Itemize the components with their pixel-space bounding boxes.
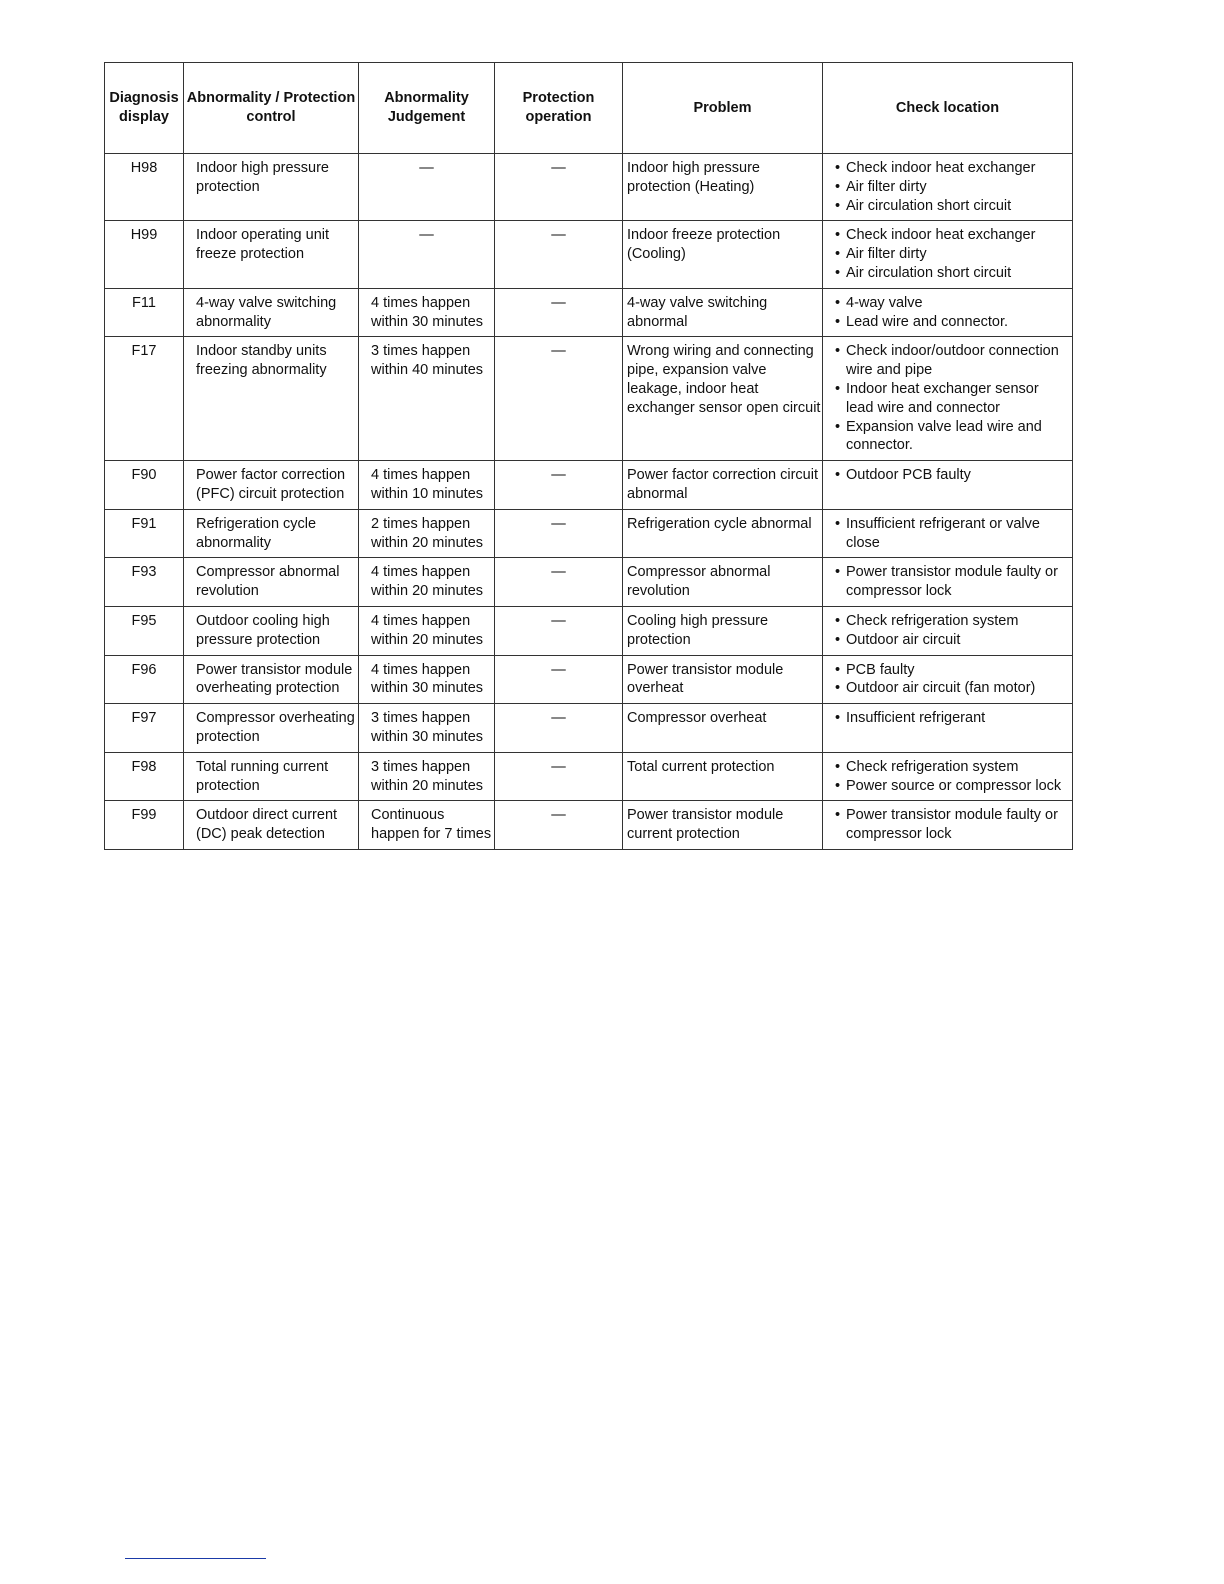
check-list bbox=[835, 661, 1070, 699]
table-row bbox=[105, 221, 1073, 288]
check-list bbox=[835, 709, 1070, 728]
problem: Refrigeration cycle abnormal bbox=[623, 509, 823, 558]
protection-operation: — bbox=[495, 752, 623, 801]
footer-rule bbox=[125, 1558, 266, 1559]
protection-control: Power factor correction (PFC) circuit protection bbox=[184, 461, 359, 510]
abnormality-judgement: — bbox=[359, 154, 495, 221]
protection-operation: — bbox=[495, 221, 623, 288]
table-row bbox=[105, 606, 1073, 655]
problem: Indoor high pressure protection (Heating) bbox=[623, 154, 823, 221]
table-row bbox=[105, 461, 1073, 510]
check-item: • Expansion valve lead wire and connector. bbox=[835, 418, 1070, 456]
abnormality-judgement: 3 times happen within 30 minutes bbox=[359, 704, 495, 753]
abnormality-judgement: 3 times happen within 40 minutes bbox=[359, 337, 495, 461]
check-location bbox=[823, 801, 1073, 850]
table-row bbox=[105, 558, 1073, 607]
protection-control: Indoor high pressure protection bbox=[184, 154, 359, 221]
check-item: • Check indoor/outdoor connection wire and pipe bbox=[835, 342, 1070, 380]
problem: Indoor freeze protection (Cooling) bbox=[623, 221, 823, 288]
diagnosis-code: F97 bbox=[105, 704, 184, 753]
protection-control: 4-way valve switching abnormality bbox=[184, 288, 359, 337]
problem: Compressor abnormal revolution bbox=[623, 558, 823, 607]
protection-control: Indoor standby units freezing abnormality bbox=[184, 337, 359, 461]
check-list bbox=[835, 758, 1070, 796]
header-protection-operation: Protection operation bbox=[495, 63, 623, 154]
check-list bbox=[835, 226, 1070, 282]
check-item: • Outdoor air circuit bbox=[835, 631, 1070, 650]
check-list bbox=[835, 466, 1070, 485]
check-list bbox=[835, 612, 1070, 650]
diagnosis-code: F11 bbox=[105, 288, 184, 337]
check-item: • Lead wire and connector. bbox=[835, 313, 1070, 332]
protection-operation: — bbox=[495, 558, 623, 607]
diagnosis-code: F96 bbox=[105, 655, 184, 704]
check-item: • Air filter dirty bbox=[835, 178, 1070, 197]
table-header-row bbox=[105, 63, 1073, 154]
check-item: • Check indoor heat exchanger bbox=[835, 159, 1070, 178]
header-diagnosis-display: Diagnosis display bbox=[105, 63, 184, 154]
check-location bbox=[823, 704, 1073, 753]
table-row bbox=[105, 801, 1073, 850]
protection-control: Compressor abnormal revolution bbox=[184, 558, 359, 607]
table-row bbox=[105, 154, 1073, 221]
abnormality-judgement: 4 times happen within 30 minutes bbox=[359, 288, 495, 337]
check-location bbox=[823, 752, 1073, 801]
abnormality-judgement: — bbox=[359, 221, 495, 288]
check-location bbox=[823, 154, 1073, 221]
diagnosis-code: F90 bbox=[105, 461, 184, 510]
diagnosis-code: F93 bbox=[105, 558, 184, 607]
check-item: • Insufficient refrigerant or valve close bbox=[835, 515, 1070, 553]
check-item: • Air filter dirty bbox=[835, 245, 1070, 264]
protection-control: Indoor operating unit freeze protection bbox=[184, 221, 359, 288]
abnormality-judgement: 4 times happen within 20 minutes bbox=[359, 606, 495, 655]
diagnosis-code: F99 bbox=[105, 801, 184, 850]
diagnosis-code: H98 bbox=[105, 154, 184, 221]
abnormality-judgement: 4 times happen within 30 minutes bbox=[359, 655, 495, 704]
check-location bbox=[823, 337, 1073, 461]
problem: Compressor overheat bbox=[623, 704, 823, 753]
protection-operation: — bbox=[495, 337, 623, 461]
check-item: • Check refrigeration system bbox=[835, 612, 1070, 631]
abnormality-judgement: 2 times happen within 20 minutes bbox=[359, 509, 495, 558]
diagnosis-code: F91 bbox=[105, 509, 184, 558]
check-item: • Check indoor heat exchanger bbox=[835, 226, 1070, 245]
protection-control: Total running current protection bbox=[184, 752, 359, 801]
check-item: • Power transistor module faulty or compressor lock bbox=[835, 563, 1070, 601]
abnormality-judgement: 3 times happen within 20 minutes bbox=[359, 752, 495, 801]
protection-operation: — bbox=[495, 461, 623, 510]
check-list bbox=[835, 342, 1070, 455]
check-list bbox=[835, 806, 1070, 844]
problem: Power factor correction circuit abnormal bbox=[623, 461, 823, 510]
check-location bbox=[823, 221, 1073, 288]
protection-control: Outdoor direct current (DC) peak detection bbox=[184, 801, 359, 850]
diagnosis-code: F98 bbox=[105, 752, 184, 801]
check-location bbox=[823, 606, 1073, 655]
check-item: • Air circulation short circuit bbox=[835, 197, 1070, 216]
check-location bbox=[823, 655, 1073, 704]
check-list bbox=[835, 515, 1070, 553]
protection-control: Refrigeration cycle abnormality bbox=[184, 509, 359, 558]
header-abnormality-judgement: Abnormality Judgement bbox=[359, 63, 495, 154]
check-location bbox=[823, 558, 1073, 607]
table-body bbox=[105, 154, 1073, 850]
check-item: • Insufficient refrigerant bbox=[835, 709, 1070, 728]
problem: Power transistor module overheat bbox=[623, 655, 823, 704]
problem: Cooling high pressure protection bbox=[623, 606, 823, 655]
header-abnormality-protection-control: Abnormality / Protection control bbox=[184, 63, 359, 154]
check-location bbox=[823, 509, 1073, 558]
protection-operation: — bbox=[495, 801, 623, 850]
protection-control: Outdoor cooling high pressure protection bbox=[184, 606, 359, 655]
problem: Wrong wiring and connecting pipe, expansion valve leakage, indoor heat exchanger sensor open circuit bbox=[623, 337, 823, 461]
table-row bbox=[105, 752, 1073, 801]
check-location bbox=[823, 288, 1073, 337]
check-item: • PCB faulty bbox=[835, 661, 1070, 680]
check-location bbox=[823, 461, 1073, 510]
table-row bbox=[105, 704, 1073, 753]
abnormality-judgement: 4 times happen within 10 minutes bbox=[359, 461, 495, 510]
protection-operation: — bbox=[495, 154, 623, 221]
protection-operation: — bbox=[495, 704, 623, 753]
check-item: • 4-way valve bbox=[835, 294, 1070, 313]
diagnosis-code: F17 bbox=[105, 337, 184, 461]
problem: Power transistor module current protection bbox=[623, 801, 823, 850]
protection-control: Compressor overheating protection bbox=[184, 704, 359, 753]
protection-operation: — bbox=[495, 655, 623, 704]
protection-operation: — bbox=[495, 288, 623, 337]
protection-operation: — bbox=[495, 606, 623, 655]
check-item: • Indoor heat exchanger sensor lead wire and connector bbox=[835, 380, 1070, 418]
check-item: • Check refrigeration system bbox=[835, 758, 1070, 777]
check-item: • Air circulation short circuit bbox=[835, 264, 1070, 283]
table-row bbox=[105, 288, 1073, 337]
header-problem: Problem bbox=[623, 63, 823, 154]
check-item: • Outdoor air circuit (fan motor) bbox=[835, 679, 1070, 698]
check-item: • Outdoor PCB faulty bbox=[835, 466, 1070, 485]
diagnosis-code: F95 bbox=[105, 606, 184, 655]
problem: 4-way valve switching abnormal bbox=[623, 288, 823, 337]
check-item: • Power source or compressor lock bbox=[835, 777, 1070, 796]
problem: Total current protection bbox=[623, 752, 823, 801]
check-item: • Power transistor module faulty or compressor lock bbox=[835, 806, 1070, 844]
check-list bbox=[835, 159, 1070, 215]
check-list bbox=[835, 563, 1070, 601]
diagnosis-table bbox=[104, 62, 1073, 850]
table-row bbox=[105, 655, 1073, 704]
diagnosis-code: H99 bbox=[105, 221, 184, 288]
abnormality-judgement: 4 times happen within 20 minutes bbox=[359, 558, 495, 607]
protection-operation: — bbox=[495, 509, 623, 558]
protection-control: Power transistor module overheating protection bbox=[184, 655, 359, 704]
abnormality-judgement: Continuous happen for 7 times bbox=[359, 801, 495, 850]
header-check-location: Check location bbox=[823, 63, 1073, 154]
table-row bbox=[105, 509, 1073, 558]
table-row bbox=[105, 337, 1073, 461]
check-list bbox=[835, 294, 1070, 332]
